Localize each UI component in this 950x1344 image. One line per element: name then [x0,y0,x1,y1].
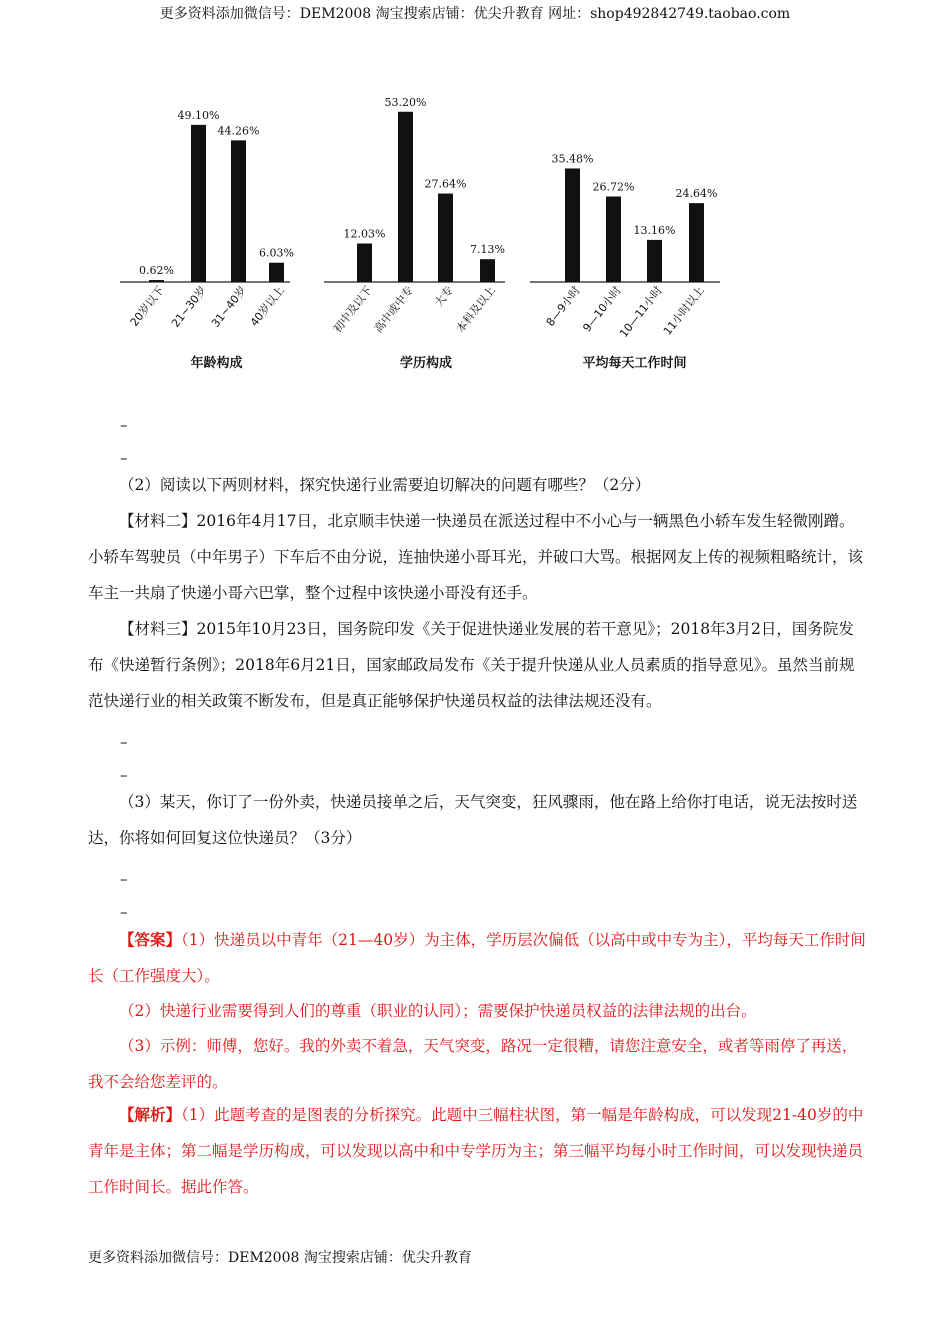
chart-data-label: 6.03% [259,246,294,260]
chart-bar [480,259,495,282]
chart-bar [149,280,164,282]
question-3: （3）某天，你订了一份外卖，快递员接单之后，天气突变，狂风骤雨，他在路上给你打电话，说无法按时送达，你将如何回复这位快递员？（3分） [88,793,858,847]
chart-data-label: 53.20% [384,95,427,109]
chart-data-label: 24.64% [675,187,718,201]
chart-bar [565,168,580,282]
answer-3: （3）示例：师傅，您好。我的外卖不着急，天气突变，路况一定很糟，请您注意安全，或者等雨停了再送，我不会给您差评的。 [88,1037,858,1091]
chart-data-label: 7.13% [470,243,505,257]
chart-data-label: 13.16% [633,223,676,237]
analysis-text: （1）此题考查的是图表的分析探究。此题中三幅柱状图，第一幅是年龄构成，可以发现21-40岁的中青年是主体；第二幅是学历构成，可以发现以高中和中专学历为主；第三幅平均每小时工作时间，可以发现快递员工作时间长。据此作答。 [88,1106,864,1196]
chart-title: 平均每天工作时间 [582,356,687,371]
chart-data-label: 44.26% [217,124,260,138]
chart-category-label: 9—10小时 [580,283,624,335]
chart-data-label: 12.03% [343,227,386,241]
material-2: 【材料二】2016年4月17日，北京顺丰快递一快递员在派送过程中不小心与一辆黑色小轿车发生轻微刚蹭。小轿车驾驶员（中年男子）下车后不由分说，连抽快递小哥耳光，并破口大骂。根据网友上传的视频粗略统计，该车主一共扇了快递小哥六巴掌，整个过程中该快递小哥没有还手。 [88,512,864,602]
chart-bar [357,244,372,282]
chart-title: 年龄构成 [190,356,243,371]
analysis [88,1097,868,1205]
answer-1 [88,922,868,994]
blank-line: – [120,449,128,467]
chart-bar [647,240,662,282]
blank-line: – [120,733,128,751]
chart-category-label: 40岁以上 [247,283,287,329]
chart-bar [438,194,453,282]
chart-bar [689,203,704,282]
material-3: 【材料三】2015年10月23日，国务院印发《关于促进快递业发展的若干意见》；2018年3月2日，国务院发布《快递暂行条例》；2018年6月21日，国家邮政局发布《关于提升快递从业人员素质的指导意见》。虽然当前规范快递行业的相关政策不断发布，但是真正能够保护快递员权益的法律法规还没有。 [88,620,855,710]
chart-data-label: 35.48% [551,152,594,166]
chart-data-label: 0.62% [139,264,174,278]
chart-category-label: 本科及以上 [453,283,498,336]
chart-bar [191,125,206,282]
chart-data-label: 49.10% [177,108,220,122]
bar-charts [100,95,720,385]
blank-line: – [120,416,128,434]
question-2: （2）阅读以下两则材料，探究快递行业需要迫切解决的问题有哪些？（2分） [119,476,651,494]
page-footer: 更多资料添加微信号：DEM2008 淘宝搜索店铺：优尖升教育 [88,1250,472,1266]
chart-category-label: 11小时以上 [660,283,707,338]
chart-title: 学历构成 [399,356,453,371]
answer-2: （2）快递行业需要得到人们的尊重（职业的认同）；需要保护快递员权益的法律法规的出台。 [119,1002,757,1020]
chart-data-label: 26.72% [592,180,635,194]
page-header: 更多资料添加微信号：DEM2008 淘宝搜索店铺：优尖升教育 网址：shop492842749.taobao.com [159,6,791,22]
chart-category-label: 初中及以下 [330,283,375,336]
blank-line: – [120,870,128,888]
chart-category-label: 20岁以下 [127,283,167,329]
chart-bar [231,140,246,282]
chart-data-label: 27.64% [424,177,467,191]
blank-line: – [120,903,128,921]
chart-category-label: 31~40岁 [208,283,249,330]
chart-category-label: 10—11小时 [617,283,665,340]
chart-category-label: 8—9小时 [543,283,583,329]
chart-category-label: 大专 [432,283,456,310]
answer-tag: 【答案】 [119,930,182,949]
analysis-tag: 【解析】 [119,1105,182,1124]
chart-bar [398,112,413,282]
chart-category-label: 21~30岁 [168,283,209,330]
chart-bar [269,263,284,282]
chart-category-label: 高中或中专 [371,283,416,336]
chart-bar [606,196,621,282]
answer-1-text: （1）快递员以中青年（21—40岁）为主体，学历层次偏低（以高中或中专为主），平均每天工作时间长（工作强度大）。 [88,931,866,985]
blank-line: – [120,766,128,784]
